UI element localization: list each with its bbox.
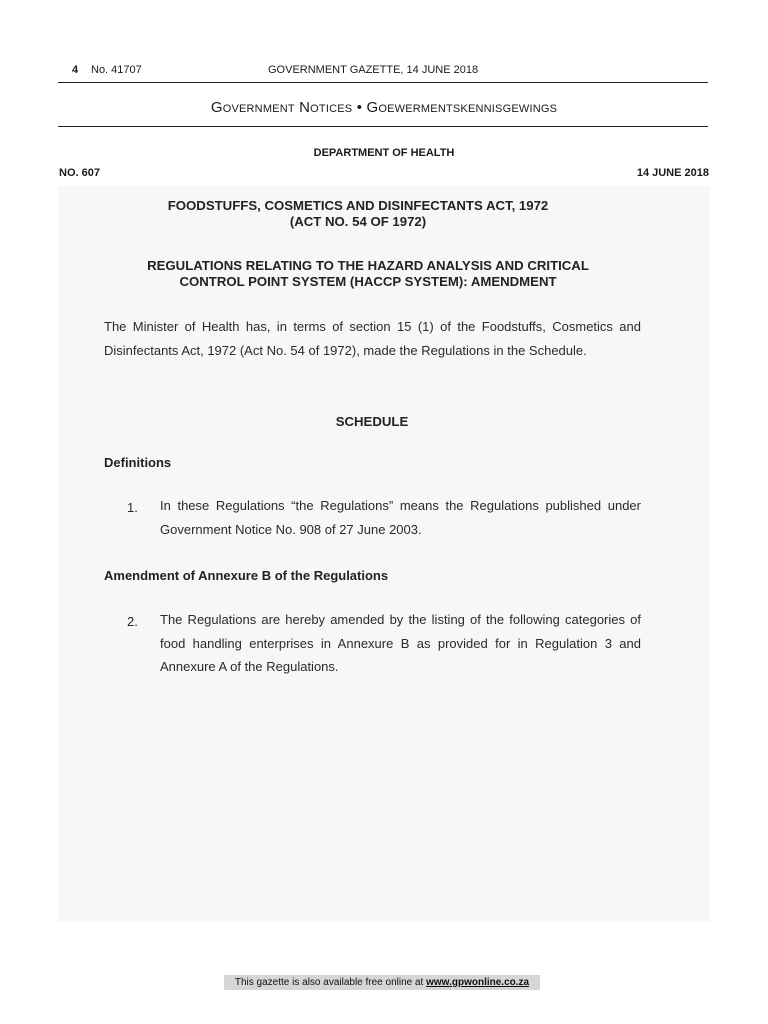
item-number: 2. [127,614,138,629]
definitions-heading: Definitions [104,455,172,470]
scanned-page-area [58,186,710,922]
intro-paragraph: The Minister of Health has, in terms of section 15 (1) of the Foodstuffs, Cosmetics and Disinfectants Act, 1972 (Act No. 54 of 1972), made the Regulations in the Schedule. [104,319,641,358]
regulation-title-line-1: REGULATIONS RELATING TO THE HAZARD ANALYSIS AND CRITICAL [147,258,589,273]
act-title [58,198,658,230]
footer-text: This gazette is also available free online at [234,977,424,988]
act-title-line-2: (ACT NO. 54 OF 1972) [289,214,427,229]
section-rule [58,126,708,127]
notice-date: 14 JUNE 2018 [636,167,709,179]
page-number: 4 [72,64,79,76]
item-text: In these Regulations “the Regulations” means the Regulations published under Government Notice No. 908 of 27 June 2003. [160,498,641,537]
item-text: The Regulations are hereby amended by the listing of the following categories of food handling enterprises in Annexure B as provided for in Regulation 3 and Annexure A of the Regulations. [160,612,641,674]
footer-banner [224,975,540,990]
item-number: 1. [127,500,138,515]
header-rule [58,82,708,83]
amendment-heading: Amendment of Annexure B of the Regulations [104,568,389,583]
footer-link[interactable]: www.gpwonline.co.za [426,977,530,988]
regulation-title-line-2: CONTROL POINT SYSTEM (HACCP SYSTEM): AMENDMENT [179,274,557,289]
gazette-title: GOVERNMENT GAZETTE, 14 JUNE 2018 [268,64,479,76]
gazette-number: No. 41707 [91,64,142,76]
schedule-heading: SCHEDULE [335,414,409,429]
department-heading: DEPARTMENT OF HEALTH [313,147,455,159]
notice-number: NO. 607 [59,167,100,179]
section-title: Government Notices • Goewermentskennisgewings [210,99,558,116]
act-title-line-1: FOODSTUFFS, COSMETICS AND DISINFECTANTS ACT, 1972 [167,198,549,213]
regulation-title [68,258,668,290]
